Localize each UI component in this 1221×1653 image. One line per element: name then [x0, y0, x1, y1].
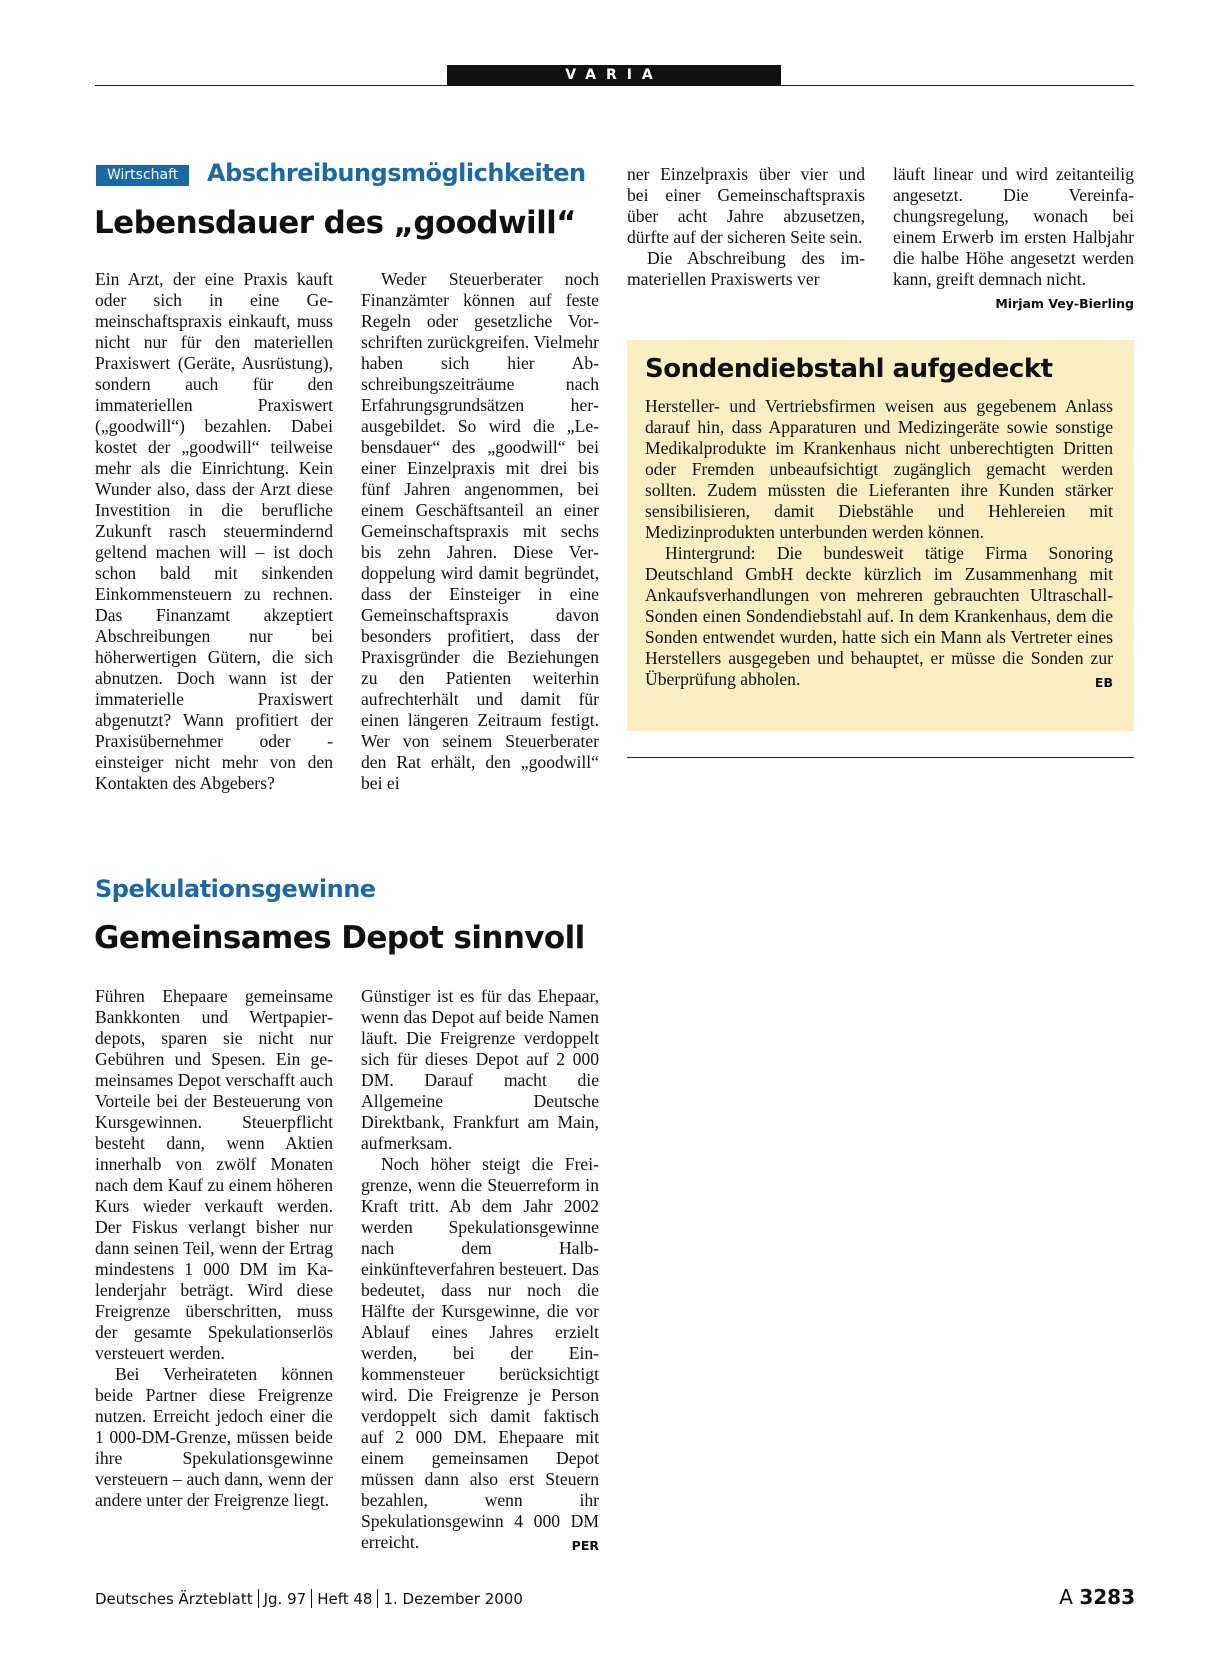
article2-paragraph: Führen Ehepaare gemeinsame Bankkonten und Wertpapierdepots, sparen sie nicht nur Gebühren und Spesen. Ein gemeinsames Depot verschafft auch Vorteile bei der Besteuerung von Kursgewinnen. Steuerpflicht besteht dann, wenn Aktien innerhalb von zwölf Monaten nach dem Kauf zu einem höheren Kurs wieder verkauft werden. Der Fiskus verlangt bisher nur dann seinen Teil, wenn der Ertrag mindestens 1 000 DM im Kalenderjahr beträgt. Wird diese Freigrenze überschritten, muss der gesamte Spekulationserlös versteuert werden. — [95, 986, 333, 1363]
article1-column-2 — [361, 269, 599, 794]
box-paragraph — [645, 543, 1113, 690]
article2-headline: Gemeinsames Depot sinnvoll — [94, 920, 585, 956]
article2-column-2 — [361, 986, 599, 1556]
article2-column-1 — [95, 986, 333, 1511]
box-bottom-rule — [627, 757, 1134, 758]
article1-column-1 — [95, 269, 333, 794]
category-tag: Wirtschaft — [96, 165, 189, 186]
article1-paragraph: Die Abschreibung des immateriellen Praxiswerts ver — [627, 248, 865, 289]
article2-paragraph — [361, 1154, 599, 1553]
box-paragraph: Hersteller- und Vertriebsfirmen weisen aus gegebenem Anlass darauf hin, dass Apparaturen und Medizingeräte sowie sonstige Medikalprodukte im Krankenhaus nicht unberechtigten Dritten oder Fremden unbeaufsichtigt zugänglich gemacht werden sollten. Zudem müssten die Lieferanten ihre Kunden stärker sensibilisieren, damit Diebstähle und Hehlereien mit Medizinprodukten unterbunden werden können. — [645, 396, 1113, 542]
article2-paragraph: Günstiger ist es für das Ehepaar, wenn das Depot auf beide Namen läuft. Die Freigrenze verdoppelt sich für dieses Depot auf 2 000 DM. Darauf macht die Allgemeine Deutsche Direktbank, Frankfurt am Main, aufmerksam. — [361, 986, 599, 1153]
article1-paragraph: ner Einzelpraxis über vier und bei einer Gemeinschaftspraxis über acht Jahre abzusetzen, dürfte auf der sicheren Seite sein. — [627, 164, 865, 247]
article1-paragraph-text: läuft linear und wird zeitanteilig angesetzt. Die Vereinfachungsregelung, wonach bei einem Erwerb im ersten Halbjahr die halbe Höhe angesetzt werden kann, greift demnach nicht. — [893, 164, 1134, 289]
page-number-value: 3283 — [1079, 1585, 1135, 1609]
page-prefix: A — [1059, 1585, 1073, 1609]
footer-separator — [311, 1589, 312, 1608]
footer-separator — [377, 1589, 378, 1608]
article1-headline: Lebensdauer des „goodwill“ — [94, 205, 576, 241]
author-byline: Mirjam Vey-Bierling — [995, 296, 1134, 311]
journal-name: Deutsches Ärzteblatt — [95, 1590, 253, 1608]
article1-paragraph: Ein Arzt, der eine Praxis kauft oder sich in eine Gemeinschaftspraxis einkauft, muss nicht nur für den materiellen Praxiswert (Geräte, Ausrüstung), sondern auch für den immateriellen Praxiswert („goodwill“) bezahlen. Dabei kostet der „goodwill“ teilweise mehr als die Einrichtung. Kein Wunder also, dass der Arzt diese Investition in die berufliche Zukunft rasch steuermindernd geltend machen will – ist doch schon bald mit sinkenden Einkommensteuern zu rechnen. Das Finanzamt akzeptiert Abschreibungen nur bei höherwertigen Gütern, die sich abnutzen. Doch wann ist der immaterielle Praxiswert abgenutzt? Wann profitiert der Praxisübernehmer oder -einsteiger nicht mehr von den Kontakten des Abgebers? — [95, 269, 333, 793]
box-body — [645, 396, 1113, 693]
article1-paragraph: Weder Steuerberater noch Finanzämter können auf feste Regeln oder gesetzliche Vorschriften zurückgreifen. Vielmehr haben sich hier Abschreibungszeiträume nach Erfahrungsgrundsätzen herausgebildet. So wird die „Lebensdauer“ des „goodwill“ bei einer Einzelpraxis mit drei bis fünf Jahren angenommen, bei einem Geschäftsanteil an einer Gemeinschaftspraxis mit sechs bis zehn Jahren. Diese Verdoppelung wird damit begründet, dass der Einsteiger in eine Gemeinschaftspraxis davon besonders profitiert, dass der Praxisgründer die Beziehungen zu den Patienten weiterhin aufrechterhält und damit für einen längeren Zeitraum festigt. Wer von seinem Steuerberater den Rat erhält, den „goodwill“ bei ei — [361, 269, 599, 793]
journal-issue: Heft 48 — [317, 1590, 373, 1608]
info-box — [627, 340, 1134, 731]
box-title: Sondendiebstahl aufgedeckt — [645, 354, 1053, 384]
article1-column-4 — [893, 164, 1134, 314]
article1-kicker: Abschreibungsmöglichkeiten — [207, 159, 586, 187]
article1-paragraph — [893, 164, 1134, 311]
journal-date: 1. Dezember 2000 — [383, 1590, 523, 1608]
page-number — [1059, 1585, 1135, 1609]
article2-kicker: Spekulationsgewinne — [95, 875, 376, 903]
article1-column-3 — [627, 164, 865, 290]
footer-separator — [258, 1589, 259, 1608]
page-footer — [95, 1589, 523, 1608]
section-label: VARIA — [447, 65, 781, 86]
article2-signature: PER — [571, 1538, 599, 1553]
article2-paragraph-text: Noch höher steigt die Freigrenze, wenn die Steuerreform in Kraft tritt. Ab dem Jahr 2002 werden Spekulationsgewinne nach dem Halbeinkünfteverfahren besteuert. Das bedeutet, dass nur noch die Hälfte der Kursgewinne, die vor Ablauf eines Jahres erzielt werden, bei der Einkommensteuer berücksichtigt wird. Die Freigrenze je Person verdoppelt sich damit faktisch auf 2 000 DM. Ehepaare mit einem gemeinsamen Depot müssen dann also erst Steuern bezahlen, wenn ihr Spekulationsgewinn 4 000 DM erreicht. — [361, 1154, 599, 1552]
article2-paragraph: Bei Verheirateten können beide Partner diese Freigrenze nutzen. Erreicht jedoch einer die 1 000-DM-Grenze, müssen beide ihre Spekulationsgewinne versteuern – auch dann, wenn der andere unter der Freigrenze liegt. — [95, 1364, 333, 1510]
box-signature: EB — [1094, 675, 1113, 690]
journal-volume: Jg. 97 — [263, 1590, 307, 1608]
box-paragraph-text: Hintergrund: Die bundesweit tätige Firma Sonoring Deutschland GmbH deckte kürzlich im Zusammenhang mit Ankaufsverhandlungen von mehreren gebrauchten Ultraschall-Sonden einen Sondendiebstahl auf. In dem Krankenhaus, dem die Sonden entwendet wurden, hatte sich ein Mann als Vertreter eines Herstellers ausgegeben und behauptet, er müsse die Sonden zur Überprüfung abholen. — [645, 543, 1113, 689]
